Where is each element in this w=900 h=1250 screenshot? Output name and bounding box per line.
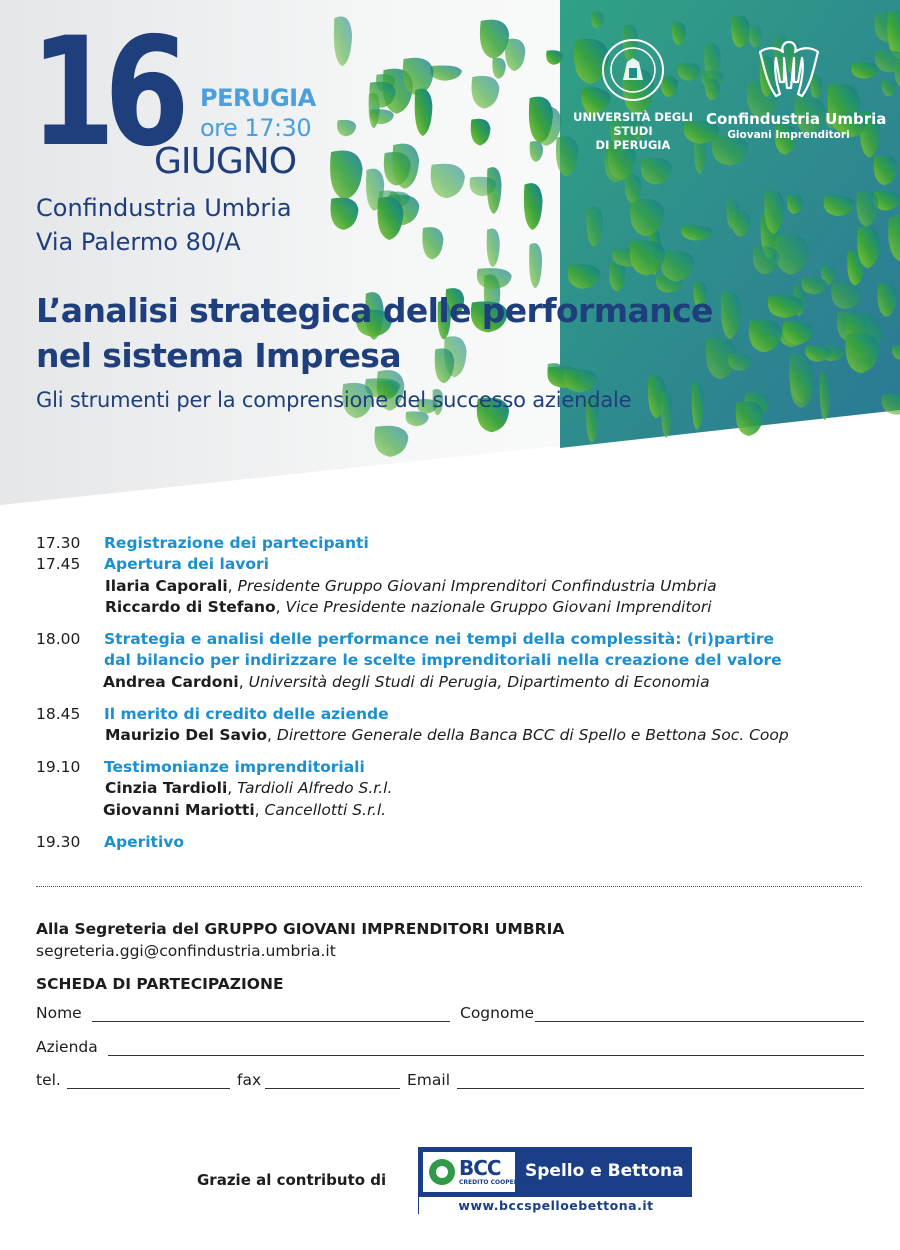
dotted-separator [36,886,862,887]
program-title: Apertura dei lavori [104,555,269,573]
program-title: Il merito di credito delle aziende [104,705,389,723]
program-time: 19.10 [36,758,81,776]
bank-name: Spello e Bettona [525,1161,684,1181]
fax-field[interactable] [265,1088,400,1089]
bank-logo [418,1147,692,1214]
fax-label: fax [237,1071,262,1089]
azienda-label: Azienda [36,1038,98,1056]
form-row-company [36,1038,864,1060]
program-title: Testimonianze imprenditoriali [104,758,365,776]
program-title-line-2: dal bilancio per indirizzare le scelte imprenditoriali nella creazione del valore [104,651,782,669]
university-seal-icon [601,38,665,102]
form-heading: SCHEDA DI PARTECIPAZIONE [36,975,284,993]
bank-logo-band [418,1147,692,1197]
speaker-name: Andrea Cardoni [103,673,239,691]
speaker-name: Giovanni Mariotti [103,801,255,819]
speaker-role: Tardioli Alfredo S.r.l. [237,779,393,797]
program-time: 18.00 [36,630,81,648]
tel-label: tel. [36,1071,61,1089]
speaker-name: Ilaria Caporali [105,577,228,595]
program-time: 17.30 [36,534,81,552]
confindustria-logo [706,38,887,141]
university-name-line-1: UNIVERSITÀ DEGLI STUDI [573,110,693,138]
university-logo [568,38,698,152]
nome-field[interactable] [92,1021,450,1022]
email-label: Email [407,1071,451,1089]
bcc-mark [423,1152,539,1192]
form-row-name [36,1004,864,1026]
confindustria-subname: Giovani Imprenditori [727,129,850,141]
event-subtitle: Gli strumenti per la comprensione del successo aziendale [36,388,632,412]
contact-email[interactable]: segreteria.ggi@confindustria.umbria.it [36,942,336,960]
event-time: ore 17:30 [200,114,312,142]
cognome-field[interactable] [535,1021,864,1022]
email-field[interactable] [457,1088,864,1089]
sponsor-thanks: Grazie al contributo di [197,1171,387,1189]
leaf-shape [736,401,764,436]
azienda-field[interactable] [108,1055,864,1056]
speaker-name: Maurizio Del Savio [105,726,268,744]
bcc-circle-icon [429,1159,455,1185]
venue-name: Confindustria Umbria [36,194,292,222]
program-time: 18.45 [36,705,81,723]
program-title: Registrazione dei partecipanti [104,534,369,552]
speaker-name: Riccardo di Stefano [105,598,276,616]
speaker-role: Direttore Generale della Banca BCC di Spello e Bettona Soc. Coop [276,726,789,744]
venue-address: Via Palermo 80/A [36,228,241,256]
program-time: 17.45 [36,555,81,573]
bank-short-name: BCC [459,1156,501,1180]
speaker-name: Cinzia Tardioli [105,779,228,797]
confindustria-name: Confindustria Umbria [706,110,887,128]
bank-url[interactable]: www.bccspelloebettona.it [418,1197,693,1214]
speaker-role: Vice Presidente nazionale Gruppo Giovani Imprenditori [285,598,712,616]
speaker-role: Presidente Gruppo Giovani Imprenditori Confindustria Umbria [237,577,717,595]
eagle-icon [754,38,824,104]
program-time: 19.30 [36,833,81,851]
program-title: Aperitivo [104,833,185,851]
event-month: GIUGNO [154,141,297,182]
header-banner [0,0,900,505]
form-row-contacts [36,1071,864,1093]
program-title-line-1: Strategia e analisi delle performance nei tempi della complessità: (ri)partire [104,630,775,648]
title-line-1: L’analisi strategica delle performance [36,291,713,330]
title-line-2: nel sistema Impresa [36,336,402,375]
tel-field[interactable] [67,1088,230,1089]
form-recipient: Alla Segreteria del GRUPPO GIOVANI IMPRENDITORI UMBRIA [36,920,565,938]
event-day: 16 [30,6,179,180]
speaker-role: Cancellotti S.r.l. [264,801,387,819]
event-title [36,288,713,378]
cognome-label: Cognome [460,1004,535,1022]
event-city: PERUGIA [200,84,316,112]
university-name-line-2: DI PERUGIA [595,138,671,152]
speaker-role: Università degli Studi di Perugia, Dipartimento di Economia [248,673,710,691]
nome-label: Nome [36,1004,82,1022]
bank-sub-name: CREDITO COOPERATIVO [459,1179,539,1186]
